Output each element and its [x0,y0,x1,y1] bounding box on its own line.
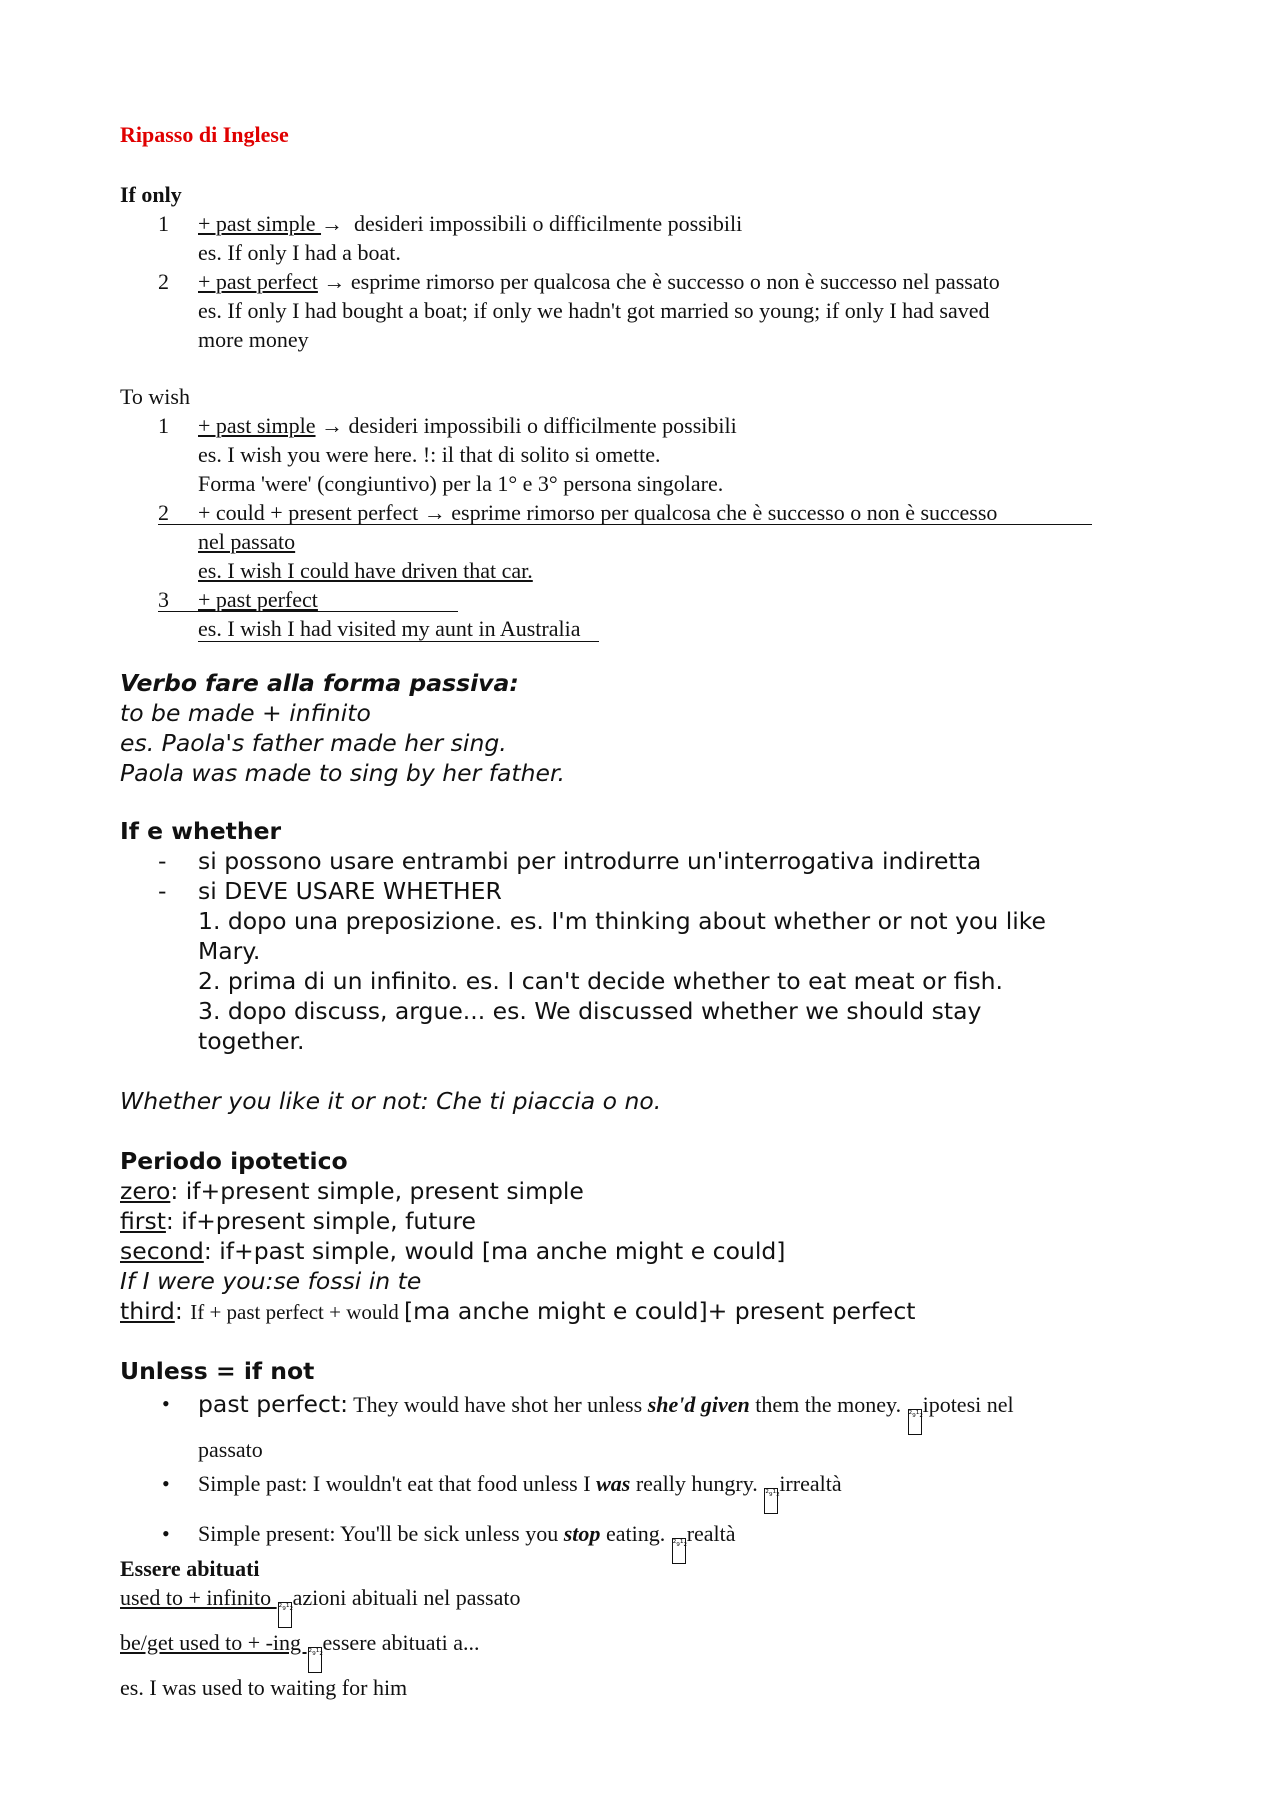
unless-heading: Unless = if not [120,1357,315,1385]
list-item: • past perfect: They would have shot her unless she'd given them the money. ²₉¹₂ipotesi nel [120,1389,1014,1435]
item-number: 1 [158,211,169,236]
rule-text: + past perfect [198,587,318,612]
missing-glyph-icon: ²₉¹₂ [278,1602,292,1628]
rule-description: → desideri impossibili o difficilmente possibili [315,413,737,438]
to-wish-heading: To wish [120,384,190,409]
rule-description: esprime rimorso per qualcosa che è successo o non è successo nel passato [350,269,1000,294]
arrow-icon: → [321,211,344,236]
if-whether-section [120,816,1046,1056]
used-to-line: be/get used to + -ing ²₉¹₂essere abituati a... [120,1628,521,1673]
note-text: Forma 'were' (congiuntivo) per la 1° e 3° persona singolare. [198,471,724,496]
document-title: Ripasso di Inglese [120,122,289,147]
dash-bullet: - [158,847,167,875]
point-text: si possono usare entrambi per introdurre un'interrogativa indiretta [198,847,982,875]
list-item [120,209,1000,238]
conditional-note: If I were you:se fossi in te [120,1267,422,1295]
example-text: es. If only I had bought a boat; if only we hadn't got married so young; if only I had saved [198,298,990,323]
item-number: 2 [158,269,169,294]
passive-line: to be made + infinito [120,699,371,727]
passive-heading: Verbo fare alla forma passiva: [120,669,519,697]
passive-line: Paola was made to sing by her father. [120,759,565,787]
to-wish-section [120,382,997,643]
if-whether-heading: If e whether [120,817,282,845]
example-text: es. I wish I could have driven that car. [198,558,533,583]
bullet-icon: • [162,1391,170,1416]
sub-point: 3. dopo discuss, argue... es. We discussed whether we should stay [198,997,982,1025]
if-only-heading: If only [120,182,182,207]
passive-section [120,668,565,788]
if-only-section [120,180,1000,354]
list-item [120,267,1000,296]
bullet-icon: • [162,1471,170,1496]
list-item [120,846,1046,876]
rule-text-cont: nel passato [198,529,296,554]
example-text: es. I wish you were here. !: il that di solito si omette. [198,442,661,467]
rule-text: + past perfect [198,269,318,294]
missing-glyph-icon: ²₉¹₂ [908,1409,922,1435]
conditional-heading: Periodo ipotetico [120,1147,348,1175]
sub-point: 2. prima di un infinito. es. I can't decide whether to eat meat or fish. [198,967,1004,995]
arrow-icon: → [317,269,351,294]
missing-glyph-icon: ²₉¹₂ [672,1538,686,1564]
item-number: 3 [158,587,169,612]
rule-text: + past simple [198,211,322,236]
item-number: 1 [158,413,169,438]
list-item [120,585,997,614]
used-to-section [120,1554,521,1702]
list-item [120,876,1046,906]
underline-rule [158,611,458,612]
passive-line: es. Paola's father made her sing. [120,729,507,757]
list-item: • Simple past: I wouldn't eat that food unless I was really hungry. ²₉¹₂irrealtà [120,1469,1014,1514]
rule-text: + past simple [198,413,316,438]
missing-glyph-icon: ²₉¹₂ [308,1647,322,1673]
underline-rule [158,524,1092,525]
used-to-line: used to + infinito ²₉¹₂azioni abituali nel passato [120,1583,521,1628]
dash-bullet: - [158,877,167,905]
conditional-zero: zero: if+present simple, present simple [120,1177,584,1205]
list-item-cont: passato [198,1437,263,1462]
conditional-third: third: If + past perfect + would [ma anche might e could]+ present perfect [120,1297,916,1325]
list-item [120,498,997,527]
bullet-icon: • [162,1521,170,1546]
sub-point-cont: Mary. [198,937,261,965]
conditional-second: second: if+past simple, would [ma anche might e could] [120,1237,786,1265]
rule-description: desideri impossibili o difficilmente possibili [343,211,743,236]
unless-section [120,1356,1014,1564]
example-text: es. I wish I had visited my aunt in Australia [120,614,997,643]
item-number: 2 [158,500,169,525]
sub-point-cont: together. [198,1027,305,1055]
rule-text: + could + present perfect → esprime rimorso per qualcosa che è successo o non è successo [198,500,998,525]
used-to-heading: Essere abituati [120,1556,260,1581]
example-text-cont: more money [198,327,309,352]
conditional-section [120,1146,915,1327]
used-to-example: es. I was used to waiting for him [120,1675,408,1700]
example-text: es. If only I had a boat. [198,240,401,265]
point-text: si DEVE USARE WHETHER [198,877,502,905]
sub-point: 1. dopo una preposizione. es. I'm thinking about whether or not you like [198,907,1047,935]
whether-note: Whether you like it or not: Che ti piaccia o no. [120,1087,662,1115]
conditional-first: first: if+present simple, future [120,1207,476,1235]
list-item [120,411,997,440]
missing-glyph-icon: ²₉¹₂ [764,1488,778,1514]
list-item: • Simple present: You'll be sick unless you stop eating. ²₉¹₂realtà [120,1519,1014,1564]
